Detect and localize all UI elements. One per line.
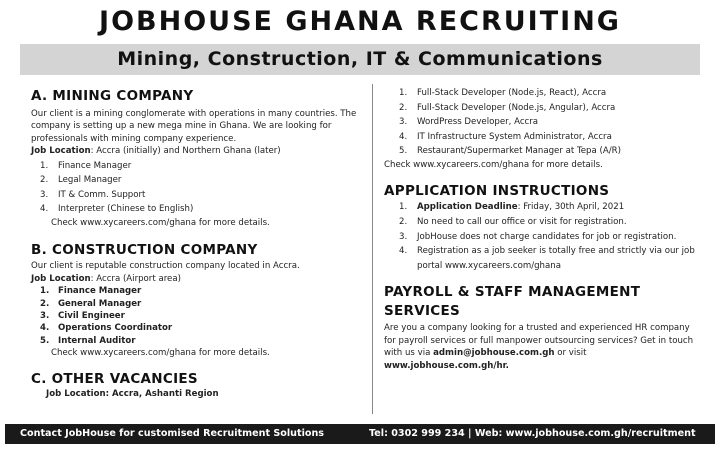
mining-heading: A. MINING COMPANY — [31, 88, 194, 104]
list-item: 1. Application Deadline: Friday, 30th April, 2021 — [399, 202, 625, 213]
job-title: Civil Engineer — [58, 311, 125, 322]
list-item: 3. WordPress Developer, Accra — [399, 115, 700, 130]
job-title: Full-Stack Developer (Node.js, Angular), Accra — [417, 102, 616, 113]
payroll-heading-line1: PAYROLL & STAFF MANAGEMENT — [384, 284, 641, 301]
subtitle-banner: Mining, Construction, IT & Communications — [20, 44, 700, 75]
mining-description: Our client is a mining conglomerate with operations in many countries. The company is setting up a new mega mine in Ghana. We are looking for professionals with mining company experience. — [31, 109, 357, 144]
construction-location — [31, 273, 361, 285]
other-vacancies-check-link[interactable]: Check www.xycareers.com/ghana for more details. — [384, 159, 603, 170]
other-vacancies-location: Job Location: Accra, Ashanti Region — [46, 388, 219, 399]
list-item: 4. Operations Coordinator — [40, 323, 173, 334]
application-section — [384, 182, 700, 273]
list-item: 3. JobHouse does not charge candidates for job or registration. — [399, 230, 700, 245]
footer-contact-text: Contact JobHouse for customised Recruitment Solutions — [20, 428, 325, 439]
instruction-text: JobHouse does not charge candidates for job or registration. — [417, 231, 677, 242]
list-item: 1. Finance Manager — [40, 286, 142, 297]
list-item: 4. Interpreter (Chinese to English) — [40, 202, 361, 217]
instruction-text: No need to call our office or visit for registration. — [417, 216, 627, 227]
job-title: Full-Stack Developer (Node.js, React), Accra — [417, 88, 607, 98]
payroll-section — [384, 283, 700, 372]
construction-location-value: : Accra (Airport area) — [90, 273, 181, 284]
list-item: 1. Finance Manager — [40, 159, 361, 174]
payroll-heading-line2: SERVICES — [384, 303, 461, 320]
construction-job-list — [31, 285, 361, 347]
job-title: General Manager — [58, 298, 142, 309]
list-item: 3. Civil Engineer — [40, 311, 125, 322]
job-title: Interpreter (Chinese to English) — [58, 204, 194, 215]
list-item: 2. Full-Stack Developer (Node.js, Angular), Accra — [399, 101, 700, 116]
job-title: Operations Coordinator — [58, 323, 173, 334]
list-item: 2. Legal Manager — [40, 173, 361, 188]
left-column — [31, 87, 361, 400]
job-title: WordPress Developer, Accra — [417, 117, 539, 128]
job-title: Finance Manager — [58, 286, 142, 297]
job-title: IT & Comm. Support — [58, 189, 146, 200]
footer-contact-details: Tel: 0302 999 234 | Web: www.jobhouse.com.gh/recruitment — [369, 428, 696, 439]
payroll-or-visit: or visit — [554, 348, 587, 359]
mining-location — [31, 145, 361, 157]
deadline-value: : Friday, 30th April, 2021 — [517, 202, 625, 213]
column-divider — [372, 84, 373, 414]
job-title: Internal Auditor — [58, 335, 136, 346]
instruction-text: Registration as a job seeker is totally free and strictly via our job portal www.xycareers.com/ghana — [417, 246, 695, 271]
construction-section — [31, 241, 361, 359]
list-item: 2. General Manager — [40, 298, 142, 309]
construction-description: Our client is reputable construction company located in Accra. — [31, 261, 300, 272]
other-vacancies-heading: C. OTHER VACANCIES — [31, 370, 198, 387]
application-heading: APPLICATION INSTRUCTIONS — [384, 183, 610, 200]
list-item: 4. IT Infrastructure System Administrator, Accra — [399, 130, 700, 145]
construction-heading: B. CONSTRUCTION COMPANY — [31, 242, 258, 259]
application-list — [384, 200, 700, 273]
list-item: 4. Registration as a job seeker is totally free and strictly via our job portal www.xycareers.com/ghana — [399, 244, 700, 273]
mining-location-label: Job Location — [31, 146, 91, 157]
payroll-heading — [384, 283, 700, 321]
payroll-url-link[interactable]: www.jobhouse.com.gh/hr. — [384, 360, 509, 371]
page-title: JOBHOUSE GHANA RECRUITING — [99, 6, 621, 37]
other-vacancies-heading-block — [31, 370, 361, 400]
job-title: Finance Manager — [58, 160, 132, 171]
list-item: 3. IT & Comm. Support — [40, 188, 361, 203]
job-title: Legal Manager — [58, 175, 122, 186]
list-item: 2. No need to call our office or visit for registration. — [399, 215, 700, 230]
mining-check-link[interactable]: Check www.xycareers.com/ghana for more details. — [51, 218, 270, 228]
list-item: 5. Restaurant/Supermarket Manager at Tepa (A/R) — [399, 144, 700, 159]
payroll-email-link[interactable]: admin@jobhouse.com.gh — [433, 348, 555, 359]
list-item: 5. Internal Auditor — [40, 335, 136, 346]
construction-check-link[interactable]: Check www.xycareers.com/ghana for more details. — [51, 348, 270, 359]
right-column — [384, 86, 700, 372]
list-item: 1. Full-Stack Developer (Node.js, React), Accra — [399, 86, 700, 101]
mining-job-list — [31, 159, 361, 217]
construction-location-label: Job Location — [31, 273, 91, 284]
deadline-label: Application Deadline — [417, 202, 518, 213]
footer-bar — [5, 424, 715, 444]
job-title: IT Infrastructure System Administrator, Accra — [417, 131, 612, 142]
job-title: Restaurant/Supermarket Manager at Tepa (A/R) — [417, 146, 621, 157]
other-vacancies-list — [384, 86, 700, 159]
payroll-text — [384, 322, 700, 372]
payroll-body: Are you a company looking for a trusted and experienced HR company for payroll services or full manpower outsourcing services? Get in touch with us via — [384, 323, 694, 359]
mining-section — [31, 87, 361, 229]
mining-location-value: : Accra (initially) and Northern Ghana (later) — [90, 146, 281, 157]
